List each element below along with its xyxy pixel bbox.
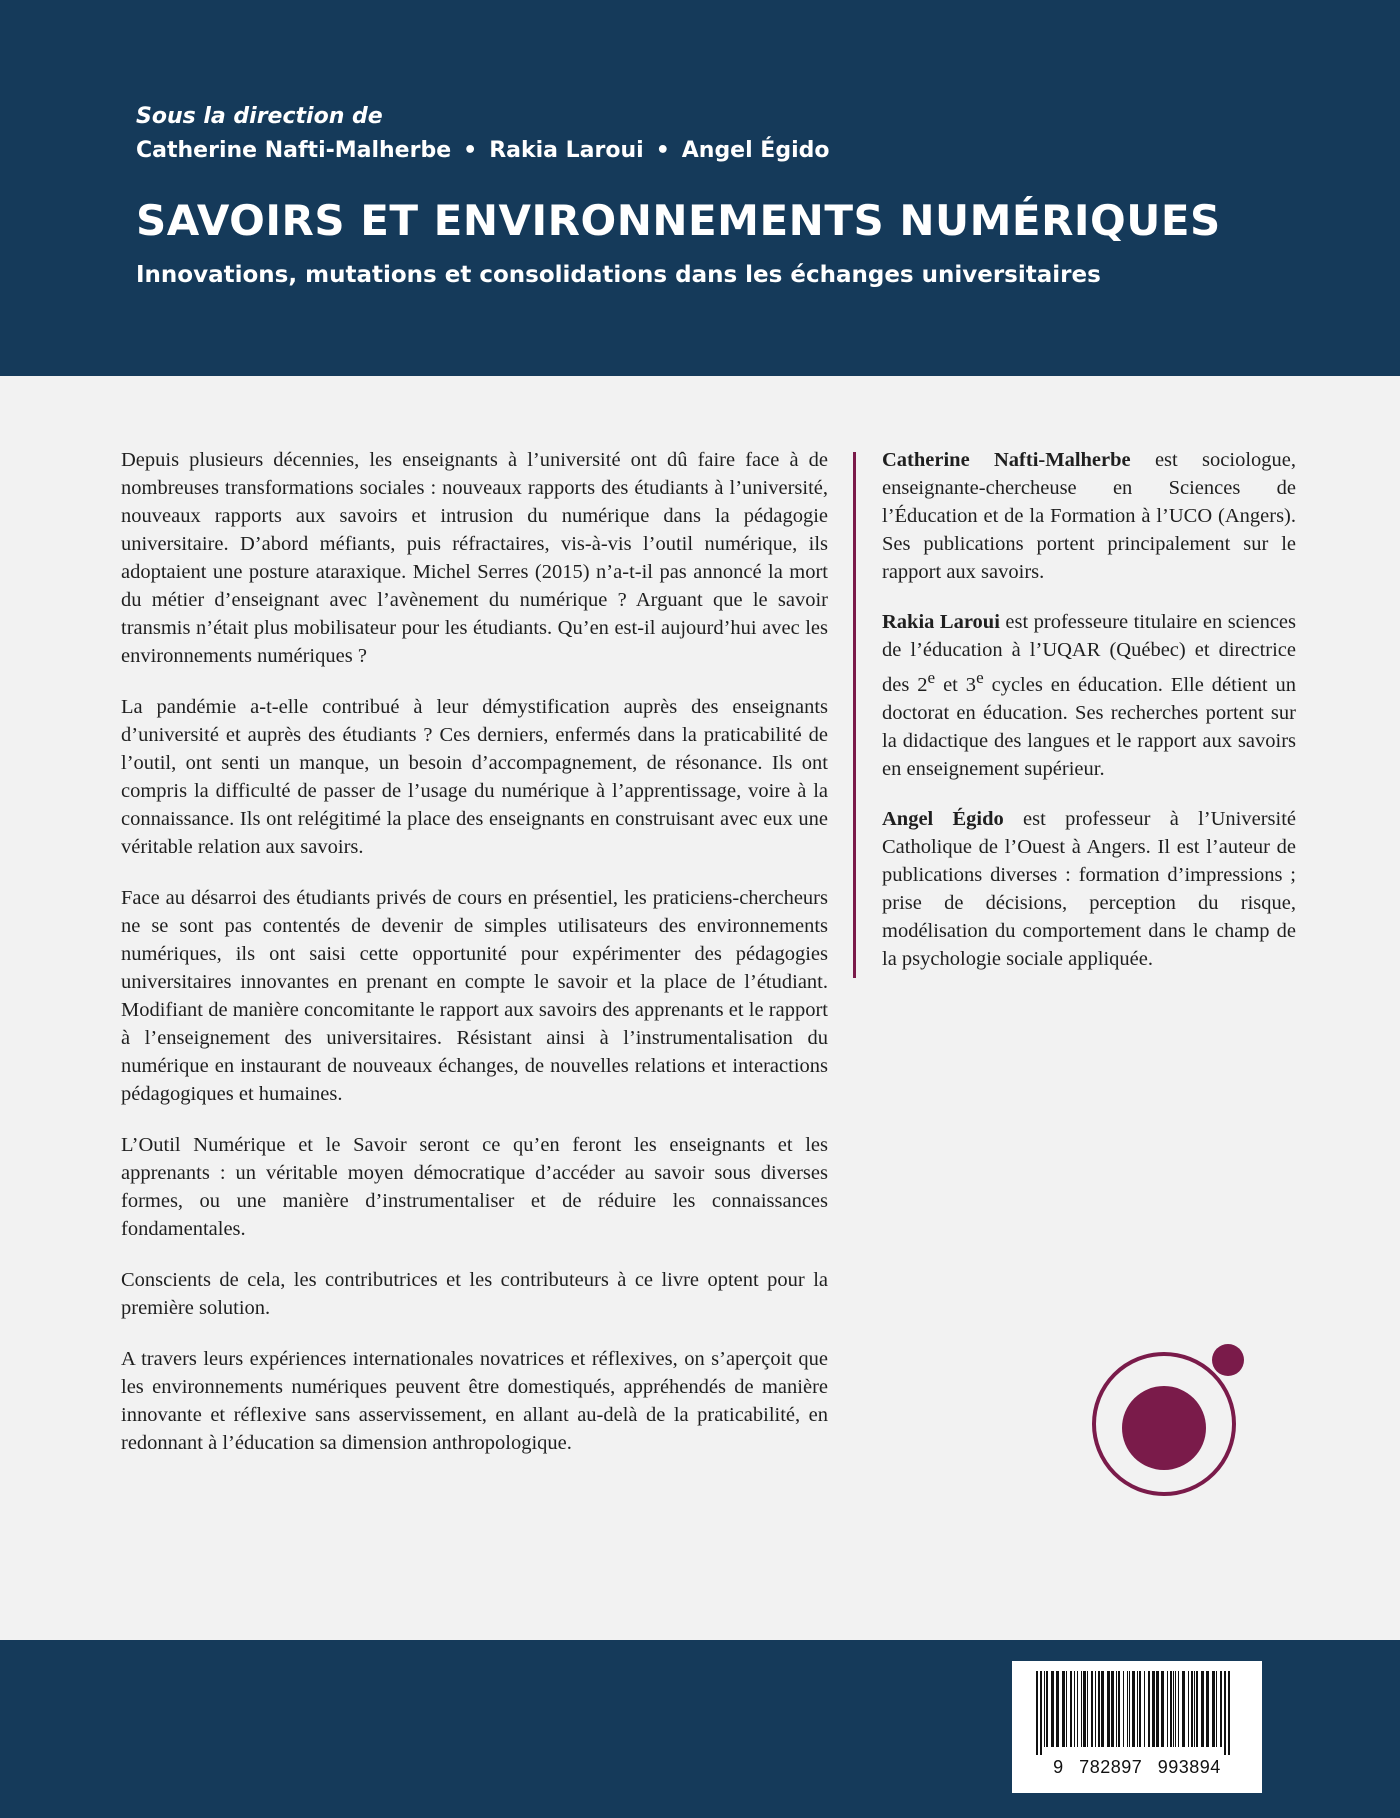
barcode-bar bbox=[1083, 1671, 1086, 1747]
barcode-bar bbox=[1070, 1671, 1072, 1747]
barcode-bar bbox=[1220, 1671, 1222, 1747]
barcode-bar bbox=[1167, 1671, 1168, 1747]
bio-text: cycles en éducation. Elle détient un doctorat en éducation. Ses recherches portent sur la didactique des langues et le rapport aux savoirs en enseignement supérieur. bbox=[882, 673, 1297, 780]
barcode-bar bbox=[1107, 1671, 1110, 1747]
top-banner bbox=[0, 0, 1400, 376]
barcode-bar bbox=[1137, 1671, 1138, 1747]
barcode-bar bbox=[1173, 1671, 1174, 1747]
barcode-bar bbox=[1127, 1671, 1128, 1747]
barcode-bar bbox=[1170, 1671, 1172, 1747]
barcode-bar bbox=[1036, 1671, 1038, 1755]
bio-text: est professeur à l’Université Catholique de l’Ouest à Angers. Il est l’auteur de publications diverses : formation d’impressions ; prise de décisions, perception du risque, modélisation du comportement dans le champ de la psychologie sociale appliquée. bbox=[882, 807, 1296, 970]
barcode-digits: 9 782897 993894 bbox=[1053, 1757, 1221, 1777]
circle-logo-icon bbox=[1088, 1340, 1248, 1500]
editor-name: Rakia Laroui bbox=[489, 138, 644, 163]
barcode-bar bbox=[1101, 1671, 1104, 1747]
barcode-bar bbox=[1132, 1671, 1135, 1747]
barcode-bar bbox=[1062, 1671, 1065, 1747]
summary-paragraph: La pandémie a-t-elle contribué à leur démystification auprès des enseignants d’université et auprès des étudiants ? Ces derniers, enfermés dans la praticabilité de l’outil, ont senti un manque, un besoin d’accompagnement, de résonance. Ils ont compris la difficulté de passer de l’usage du numérique à l’apprentissage, voire à la connaissance. Ils ont relégitimé la place des enseignants en construisant avec eux une véritable relation aux savoirs. bbox=[121, 696, 828, 858]
bio-paragraph bbox=[882, 446, 1296, 586]
barcode-bar bbox=[1116, 1671, 1117, 1747]
barcode-bar bbox=[1152, 1671, 1155, 1747]
barcode-bar bbox=[1206, 1671, 1209, 1747]
barcode-bar bbox=[1178, 1671, 1179, 1747]
isbn-barcode bbox=[1012, 1661, 1262, 1793]
barcode-bar bbox=[1175, 1671, 1176, 1747]
barcode-bar bbox=[1144, 1671, 1145, 1747]
editor-separator: • bbox=[655, 138, 670, 163]
barcode-bar bbox=[1087, 1671, 1088, 1747]
barcode-bar bbox=[1194, 1671, 1195, 1747]
barcode-bar bbox=[1044, 1671, 1045, 1747]
barcode-bar bbox=[1077, 1671, 1078, 1747]
summary-paragraph: Face au désarroi des étudiants privés de cours en présentiel, les praticiens-chercheurs ne se sont pas contentés de devenir de simples utilisateurs des environnements numériques, ils ont saisi cette opportunité pour expérimenter des pédagogies universitaires innovantes en prenant en compte le savoir et la place de l’étudiant. Modifiant de manière concomitante le rapport aux savoirs des apprenants et le rapport à l’enseignement des universitaires. Résistant ainsi à l’instrumentalisation du numérique en instaurant de nouveaux échanges, de nouvelles relations et interactions pédagogiques et humaines. bbox=[121, 887, 828, 1105]
barcode-bar bbox=[1161, 1671, 1164, 1747]
ornament-inner-dot bbox=[1122, 1386, 1206, 1470]
barcode-bar bbox=[1182, 1671, 1185, 1747]
directed-by-label: Sous la direction de bbox=[136, 104, 383, 129]
ornament-small-dot bbox=[1212, 1344, 1244, 1376]
barcode-bar bbox=[1191, 1671, 1193, 1747]
summary-paragraph: A travers leurs expériences internationales novatrices et réflexives, on s’aperçoit que les environnements numériques peuvent être domestiqués, appréhendés de manière innovante et réflexive sans asservissement, en allant au-delà de la praticabilité, en redonnant à l’éducation sa dimension anthropologique. bbox=[121, 1348, 828, 1454]
ordinal-superscript: e bbox=[976, 668, 984, 687]
bio-name: Catherine Nafti-Malherbe bbox=[882, 449, 1131, 471]
barcode-bar bbox=[1056, 1671, 1059, 1747]
barcode-bar bbox=[1066, 1671, 1067, 1747]
barcode-bar bbox=[1216, 1671, 1217, 1747]
ordinal-superscript: e bbox=[927, 668, 936, 687]
barcode-bar bbox=[1091, 1671, 1093, 1747]
bio-text: est professeure titulaire en sciences de l’éducation à l’UQAR (Québec) et directrice des 2 bbox=[882, 611, 1296, 696]
bio-paragraph bbox=[882, 608, 1296, 783]
barcode-bar bbox=[1224, 1671, 1226, 1755]
editors-line bbox=[136, 138, 830, 163]
bio-name: Rakia Laroui bbox=[882, 611, 1000, 633]
summary-paragraph: Conscients de cela, les contributrices et les contributeurs à ce livre optent pour la première solution. bbox=[121, 1269, 828, 1319]
barcode-bars bbox=[1036, 1671, 1238, 1755]
bio-paragraph bbox=[882, 805, 1296, 973]
barcode-bar bbox=[1188, 1671, 1189, 1747]
barcode-bar bbox=[1040, 1671, 1042, 1755]
barcode-bar bbox=[1129, 1671, 1130, 1747]
barcode-bar bbox=[1139, 1671, 1141, 1747]
book-subtitle: Innovations, mutations et consolidations dans les échanges universitaires bbox=[136, 262, 1101, 288]
barcode-bar bbox=[1074, 1671, 1075, 1747]
barcode-bar bbox=[1046, 1671, 1048, 1747]
barcode-bar bbox=[1196, 1671, 1198, 1747]
summary-paragraph: L’Outil Numérique et le Savoir seront ce qu’en feront les enseignants et les apprenants : un véritable moyen démocratique d’accéder au savoir sous diverses formes, ou une manière d’instrumentaliser et de réduire les connaissances fondamentales. bbox=[121, 1134, 828, 1240]
back-cover-summary bbox=[121, 446, 828, 1480]
barcode-bar bbox=[1111, 1671, 1114, 1747]
editor-name: Angel Égido bbox=[681, 138, 830, 163]
book-title: SAVOIRS ET ENVIRONNEMENTS NUMÉRIQUES bbox=[136, 196, 1221, 245]
barcode-bar bbox=[1051, 1671, 1054, 1747]
barcode-bar bbox=[1148, 1671, 1150, 1747]
barcode-bar bbox=[1123, 1671, 1124, 1747]
editor-name: Catherine Nafti-Malherbe bbox=[136, 138, 452, 163]
column-divider bbox=[853, 452, 856, 978]
bio-text: et 3 bbox=[935, 673, 977, 696]
author-bios bbox=[882, 446, 1296, 995]
barcode-bar bbox=[1098, 1671, 1100, 1747]
barcode-bar bbox=[1095, 1671, 1096, 1747]
barcode-bar bbox=[1228, 1671, 1230, 1755]
editor-separator: • bbox=[463, 138, 478, 163]
barcode-bar bbox=[1201, 1671, 1204, 1747]
bio-name: Angel Égido bbox=[882, 807, 1004, 830]
summary-paragraph: Depuis plusieurs décennies, les enseignants à l’université ont dû faire face à de nombreuses transformations sociales : nouveaux rapports des étudiants à l’université, nouveaux rapports aux savoirs et intrusion du numérique dans la pédagogie universitaire. D’abord méfiants, puis réfractaires, vis-à-vis l’outil numérique, ils adoptaient une posture ataraxique. Michel Serres (2015) n’a-t-il pas annoncé la mort du métier d’enseignant avec l’avènement du numérique ? Arguant que le savoir transmis n’était plus mobilisateur pour les étudiants. Qu’en est-il aujourd’hui avec les environnements numériques ? bbox=[121, 449, 828, 667]
bio-text: est sociologue, enseignante-chercheuse en Sciences de l’Éducation et de la Formation à l’UCO (Angers). Ses publications portent principalement sur le rapport aux savoirs. bbox=[882, 449, 1296, 583]
barcode-bar bbox=[1212, 1671, 1215, 1747]
barcode-bar bbox=[1118, 1671, 1120, 1747]
barcode-bar bbox=[1081, 1671, 1082, 1747]
barcode-bar bbox=[1156, 1671, 1159, 1747]
